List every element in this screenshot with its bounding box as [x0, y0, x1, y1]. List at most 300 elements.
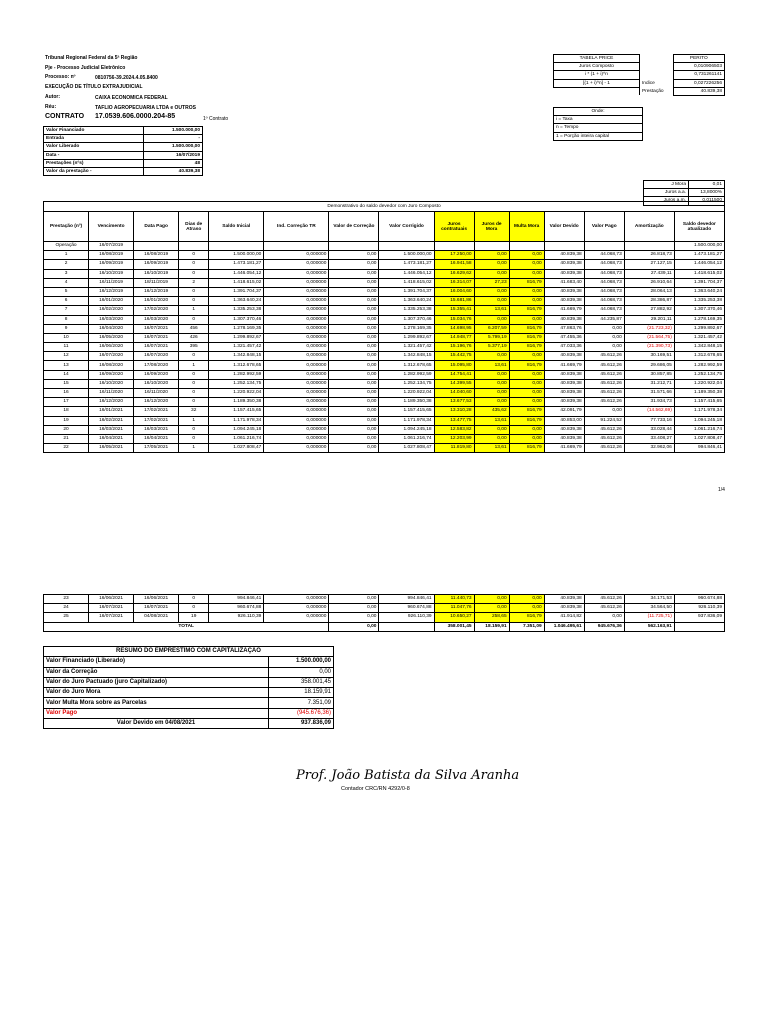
table-cell: 0 [179, 595, 209, 604]
table-cell: 16/07/2021 [134, 604, 179, 613]
indice-label: Indice [639, 79, 673, 87]
table-cell: 16/02/2020 [89, 306, 134, 315]
table-cell: 0,000000 [264, 407, 329, 416]
table-cell: 40.839,38 [544, 379, 584, 388]
table-cell: 937.836,09 [674, 613, 724, 622]
table-cell: (21.564,75) [624, 333, 674, 342]
table-cell: 47.863,76 [544, 324, 584, 333]
table-cell: 17 [44, 398, 89, 407]
table-cell: 29.201,11 [624, 315, 674, 324]
table-cell: 1.363.640,24 [379, 297, 434, 306]
table-cell: 6 [44, 297, 89, 306]
table-cell: 0,00 [474, 398, 509, 407]
legend-item: 1 = Porção inteira capital [554, 132, 643, 140]
table-cell: 33.408,27 [624, 434, 674, 443]
table-row [44, 269, 725, 278]
table-cell: 17/02/2021 [134, 407, 179, 416]
table-cell: 6.207,59 [474, 324, 509, 333]
table-row [44, 416, 725, 425]
total-multa: 7.351,09 [509, 622, 544, 631]
table-cell: 1.252.134,75 [209, 379, 264, 388]
signature-name: Prof. João Batista da Silva Aranha [296, 768, 520, 783]
table-cell: 26.910,64 [624, 278, 674, 287]
table-cell: 1.220.922,04 [674, 379, 724, 388]
table-cell: 0,00 [329, 370, 379, 379]
empty-cell [209, 242, 264, 251]
table-row [44, 333, 725, 342]
table-cell: 28.386,87 [624, 297, 674, 306]
table-cell: 0,00 [509, 315, 544, 324]
table-cell: 0,00 [509, 595, 544, 604]
table-cell: 16/05/2020 [89, 333, 134, 342]
table-cell: 33.028,44 [624, 425, 674, 434]
table-cell: 816,79 [509, 324, 544, 333]
table-cell: 31.212,71 [624, 379, 674, 388]
table-cell: 10.650,27 [434, 613, 474, 622]
table-cell: 28.064,13 [624, 287, 674, 296]
summary-row [44, 698, 334, 708]
table-cell: 16/12/2019 [134, 287, 179, 296]
table-cell: 16/07/2021 [89, 613, 134, 622]
info-label: Data - [44, 151, 144, 159]
table-cell: 0,000000 [264, 416, 329, 425]
table-cell: 1.220.922,04 [379, 389, 434, 398]
table-cell: 0,000000 [264, 595, 329, 604]
table-cell: 16/07/2021 [134, 324, 179, 333]
table-cell: 1.312.678,65 [674, 352, 724, 361]
table-cell: 816,79 [509, 407, 544, 416]
table-cell: 1.278.169,35 [209, 324, 264, 333]
table-cell: 12.203,99 [434, 434, 474, 443]
table-cell: 7 [44, 306, 89, 315]
table-cell: 0 [179, 352, 209, 361]
table-cell: 1.335.253,38 [379, 306, 434, 315]
table-cell: 1.473.181,27 [209, 260, 264, 269]
table-cell: 1.189.350,38 [674, 389, 724, 398]
table-row [44, 434, 725, 443]
table-cell: 16/04/2020 [89, 324, 134, 333]
summary-row [44, 657, 334, 667]
table-row [44, 251, 725, 260]
summary-label: Valor do Juro Mora [44, 688, 269, 698]
action-name: EXECUÇÃO DE TÍTULO EXTRAJUDICIAL [45, 84, 143, 90]
table-cell: 426 [179, 333, 209, 342]
table-cell: 0,00 [329, 379, 379, 388]
table-cell: 30.857,85 [624, 370, 674, 379]
balance-table [43, 201, 725, 453]
defendant-label: Réu: [45, 104, 57, 110]
column-header: Ind. Correção TR [264, 212, 329, 242]
table-row [44, 425, 725, 434]
summary-value: 937.836,09 [269, 719, 334, 729]
table-cell: 0,00 [329, 260, 379, 269]
table-cell: 16.004,60 [434, 287, 474, 296]
table-cell: 0,00 [329, 269, 379, 278]
table-cell: 13 [44, 361, 89, 370]
table-cell: 0,00 [474, 389, 509, 398]
table-cell: 31.571,66 [624, 389, 674, 398]
table-cell: 32 [179, 407, 209, 416]
table-cell: 45.612,26 [584, 425, 624, 434]
empty-cell [379, 622, 434, 631]
table-cell: 16/10/2020 [134, 379, 179, 388]
table-cell: 0,000000 [264, 306, 329, 315]
table-cell: 16/07/2021 [134, 343, 179, 352]
table-cell: 0,00 [509, 287, 544, 296]
table-cell: 41.669,79 [544, 306, 584, 315]
table-cell: 0 [179, 297, 209, 306]
table-row [44, 613, 725, 622]
table-cell: 0,00 [509, 425, 544, 434]
process-label: Processo: nº [45, 74, 76, 80]
summary-label: Valor Pago [44, 708, 269, 718]
table-cell: 15.355,41 [434, 306, 474, 315]
table-cell: 0,00 [329, 287, 379, 296]
table-cell: 44.235,87 [584, 315, 624, 324]
table-cell: 40.839,38 [544, 595, 584, 604]
summary-value: 18.159,91 [269, 688, 334, 698]
table-cell: 1.094.245,18 [674, 416, 724, 425]
table-row [44, 604, 725, 613]
rate-label: J Mora [644, 181, 689, 189]
table-cell: 15.196,76 [434, 343, 474, 352]
table-cell: (11.725,71) [624, 613, 674, 622]
table-cell: 21 [44, 434, 89, 443]
table-cell: 18/11/2019 [134, 278, 179, 287]
table-cell: 0,00 [329, 416, 379, 425]
table-cell: 994.846,41 [674, 444, 724, 453]
table-cell: 5.799,19 [474, 333, 509, 342]
empty-cell [509, 242, 544, 251]
table-cell: 1.363.640,24 [674, 287, 724, 296]
table-cell: 40.839,38 [544, 370, 584, 379]
info-label: Valor da prestação - [44, 167, 144, 175]
table-cell: 16/12/2020 [89, 398, 134, 407]
info-value: 1.500.000,00 [144, 143, 203, 151]
author-name: CAIXA ECONOMICA FEDERAL [95, 95, 168, 101]
process-number: 0810756-39.2024.4.05.8400 [95, 75, 158, 81]
table-cell: 0,00 [474, 370, 509, 379]
table-cell: 4 [44, 278, 89, 287]
table-cell: 45.612,26 [584, 604, 624, 613]
table-cell: 0,00 [329, 297, 379, 306]
table-cell: 11.047,76 [434, 604, 474, 613]
table-cell: 16/07/2020 [89, 352, 134, 361]
summary-label: Valor Financiado (Liberado) [44, 657, 269, 667]
table-row [44, 444, 725, 453]
table-cell: 41.669,79 [544, 444, 584, 453]
table-cell: 1.094.245,18 [209, 425, 264, 434]
info-label: Entrada [44, 135, 144, 143]
table-cell: 40.839,38 [544, 260, 584, 269]
table-cell: 13,61 [474, 361, 509, 370]
table-cell: 816,79 [509, 278, 544, 287]
table-cell: 0,000000 [264, 297, 329, 306]
column-header: Valor Devido [544, 212, 584, 242]
table-cell: 22 [44, 444, 89, 453]
table-cell: 16/07/2021 [134, 333, 179, 342]
summary-row [44, 677, 334, 687]
table-cell: 0,00 [474, 297, 509, 306]
table-cell: 1.282.992,59 [379, 370, 434, 379]
total-pago: 945.676,36 [584, 622, 624, 631]
table-row [44, 389, 725, 398]
table-cell: 16/07/2021 [89, 604, 134, 613]
table-cell: 0 [179, 269, 209, 278]
table-cell: 1.220.922,04 [209, 389, 264, 398]
table-cell: 0,000000 [264, 434, 329, 443]
price-subtitle: Juros Composto [554, 63, 640, 71]
table-cell: 0 [179, 398, 209, 407]
table-cell: 0 [179, 389, 209, 398]
column-header: Data Pago [134, 212, 179, 242]
table-cell: 16/08/2020 [89, 361, 134, 370]
table-cell: 44.068,73 [584, 251, 624, 260]
summary-row [44, 667, 334, 677]
info-row [44, 143, 203, 151]
table-cell: 1.418.615,02 [379, 278, 434, 287]
table-cell: 0,00 [474, 260, 509, 269]
table-cell: 19 [44, 416, 89, 425]
table-cell: 1.312.678,65 [379, 361, 434, 370]
table-cell: 0 [179, 251, 209, 260]
table-cell: 45.612,26 [584, 352, 624, 361]
price-formula-2: [(1 + i)^n] - 1 [554, 79, 640, 87]
column-header: Valor de Correção [329, 212, 379, 242]
table-cell: 1.027.808,47 [674, 434, 724, 443]
table-cell: 16/07/2020 [134, 352, 179, 361]
table-cell: 29.686,05 [624, 361, 674, 370]
table-cell: 1.446.054,12 [209, 269, 264, 278]
table-cell: 15.034,76 [434, 315, 474, 324]
column-header: Juros de Mora [474, 212, 509, 242]
signature-role: Contador CRC/RN 4292/0-8 [341, 786, 410, 792]
table-cell: 1.307.370,46 [379, 315, 434, 324]
table-cell: 15.442,75 [434, 352, 474, 361]
table-cell: 1.335.253,38 [209, 306, 264, 315]
table-cell: 27,23 [474, 278, 509, 287]
table-title: Demonstrativo do saldo devedor com Juro Composto [44, 202, 725, 212]
summary-value: 7.351,09 [269, 698, 334, 708]
table-cell: 40.839,38 [544, 251, 584, 260]
table-cell: 23 [44, 595, 89, 604]
table-cell: 16/09/2020 [89, 370, 134, 379]
table-cell: 0,00 [584, 343, 624, 352]
table-row [44, 306, 725, 315]
table-cell: 1.342.848,15 [674, 343, 724, 352]
table-cell: 960.674,88 [379, 604, 434, 613]
table-cell: 41.669,79 [544, 361, 584, 370]
table-cell: 45.612,26 [584, 379, 624, 388]
author-label: Autor: [45, 94, 60, 100]
table-cell: 0,00 [329, 324, 379, 333]
table-cell: 9 [44, 324, 89, 333]
info-value: - [144, 135, 203, 143]
table-cell: 0,00 [329, 425, 379, 434]
empty-cell [179, 242, 209, 251]
operation-label: Operação [44, 242, 89, 251]
rate-row [644, 181, 725, 189]
table-cell: 1.252.134,75 [379, 379, 434, 388]
table-cell: 0 [179, 434, 209, 443]
legend-item: i = Taxa [554, 116, 643, 124]
table-cell: 40.839,38 [544, 389, 584, 398]
table-cell: 14.399,55 [434, 379, 474, 388]
table-cell: 45.612,26 [584, 595, 624, 604]
table-cell: (21.723,32) [624, 324, 674, 333]
table-cell: 994.846,41 [379, 595, 434, 604]
table-cell: 0,00 [509, 604, 544, 613]
table-cell: 0 [179, 370, 209, 379]
table-cell: 0 [179, 425, 209, 434]
column-header: Saldo Inicial [209, 212, 264, 242]
table-cell: 1 [44, 251, 89, 260]
summary-table [43, 646, 334, 729]
table-cell: 1.391.704,37 [209, 287, 264, 296]
table-cell: 1.061.216,74 [674, 425, 724, 434]
summary-label: Valor da Correção [44, 667, 269, 677]
table-cell: 16.629,62 [434, 269, 474, 278]
table-cell: 16/11/2020 [134, 389, 179, 398]
table-cell: 0,00 [509, 398, 544, 407]
table-cell: 1.342.848,15 [379, 352, 434, 361]
table-cell: 0,00 [474, 269, 509, 278]
table-cell: 0,000000 [264, 343, 329, 352]
table-cell: 16.314,07 [434, 278, 474, 287]
table-cell: 0,000000 [264, 352, 329, 361]
table-cell: 1.321.457,42 [379, 343, 434, 352]
table-cell: 1.157.415,65 [379, 407, 434, 416]
table-cell: 24 [44, 604, 89, 613]
prestacao-label: Prestação [639, 87, 673, 95]
table-cell: 0,00 [509, 251, 544, 260]
table-cell: 0,000000 [264, 269, 329, 278]
table-cell: 16 [44, 389, 89, 398]
info-row [44, 135, 203, 143]
table-cell: 1.473.181,27 [674, 251, 724, 260]
total-devido: 1.046.495,61 [544, 622, 584, 631]
table-cell: 1.189.350,38 [209, 398, 264, 407]
table-cell: 1.252.134,75 [674, 370, 724, 379]
summary-label: Valor Multa Mora sobre as Parcelas [44, 698, 269, 708]
total-label: TOTAL [44, 622, 329, 631]
table-cell: 34.564,50 [624, 604, 674, 613]
info-row [44, 127, 203, 135]
table-cell: 45.612,26 [584, 398, 624, 407]
perito-value-3: 0,027226256 [673, 79, 724, 87]
column-header: Valor Pago [584, 212, 624, 242]
table-cell: 27.882,92 [624, 306, 674, 315]
info-value: 16/07/2019 [144, 151, 203, 159]
total-juros: 358.001,45 [434, 622, 474, 631]
perito-value-1: 0,010906503 [673, 63, 724, 71]
table-cell: 40.839,38 [544, 315, 584, 324]
table-cell: 0,00 [474, 595, 509, 604]
table-cell: 13,61 [474, 416, 509, 425]
empty-cell [584, 242, 624, 251]
table-cell: 0,000000 [264, 260, 329, 269]
table-cell: 34.171,53 [624, 595, 674, 604]
table-row [44, 407, 725, 416]
price-formula-1: i * (1 + i)^n [554, 71, 640, 79]
table-cell: 1.446.054,12 [674, 260, 724, 269]
table-cell: 816,79 [509, 306, 544, 315]
table-cell: 20 [44, 425, 89, 434]
empty-cell [134, 242, 179, 251]
table-cell: 40.839,38 [544, 425, 584, 434]
table-cell: 1.418.615,02 [209, 278, 264, 287]
legend-item: n = Tempo [554, 124, 643, 132]
contract-ref: 1º Contrato [203, 116, 229, 122]
table-cell: 1.342.848,15 [209, 352, 264, 361]
table-cell: 1.473.181,27 [379, 260, 434, 269]
table-cell: 16/11/2020 [89, 389, 134, 398]
table-cell: 0,00 [329, 333, 379, 342]
table-cell: 1 [179, 361, 209, 370]
table-cell: 12.583,82 [434, 425, 474, 434]
empty-cell [624, 242, 674, 251]
table-cell: 1.446.054,12 [379, 269, 434, 278]
table-cell: 16/09/2019 [89, 260, 134, 269]
table-cell: 16/11/2019 [89, 278, 134, 287]
table-cell: (14.562,69) [624, 407, 674, 416]
table-cell: 258,65 [474, 613, 509, 622]
table-cell: 1.321.457,42 [209, 343, 264, 352]
table-cell: 0,00 [509, 389, 544, 398]
table-cell: 04/08/2021 [134, 613, 179, 622]
table-cell: 1.299.892,67 [379, 333, 434, 342]
info-value: 40.839,38 [144, 167, 203, 175]
table-cell: 41.914,82 [544, 613, 584, 622]
table-cell: 816,79 [509, 361, 544, 370]
table-cell: 1.335.253,38 [674, 297, 724, 306]
empty-cell [674, 622, 724, 631]
legend-title: Onde: [554, 108, 643, 116]
total-row [44, 622, 725, 631]
table-cell: 0,00 [474, 251, 509, 260]
table-cell: 0 [179, 287, 209, 296]
table-cell: 47.033,36 [544, 343, 584, 352]
empty-cell [264, 242, 329, 251]
legend-table [553, 107, 643, 141]
table-cell: 5.377,19 [474, 343, 509, 352]
table-cell: 395 [179, 343, 209, 352]
table-cell: 1 [179, 416, 209, 425]
table-cell: 44.068,73 [584, 306, 624, 315]
column-header: Multa Mora [509, 212, 544, 242]
table-cell: 0,00 [474, 287, 509, 296]
table-cell: 15 [44, 379, 89, 388]
table-cell: 926.110,39 [379, 613, 434, 622]
table-cell: 13.677,53 [434, 398, 474, 407]
column-header: Vencimento [89, 212, 134, 242]
table-cell: 16/08/2019 [134, 251, 179, 260]
table-cell: 1.061.216,74 [379, 434, 434, 443]
table-row [44, 315, 725, 324]
table-cell: 0,00 [509, 297, 544, 306]
summary-row [44, 719, 334, 729]
table-cell: 40.839,38 [544, 287, 584, 296]
table-cell: 1.027.808,47 [209, 444, 264, 453]
table-cell: 14.948,77 [434, 333, 474, 342]
table-cell: 0 [179, 604, 209, 613]
info-row [44, 151, 203, 159]
balance-table-continued [43, 594, 725, 632]
table-cell: 0,00 [329, 306, 379, 315]
table-cell: 16/10/2019 [134, 269, 179, 278]
table-row [44, 361, 725, 370]
summary-value: 1.500.000,00 [269, 657, 334, 667]
